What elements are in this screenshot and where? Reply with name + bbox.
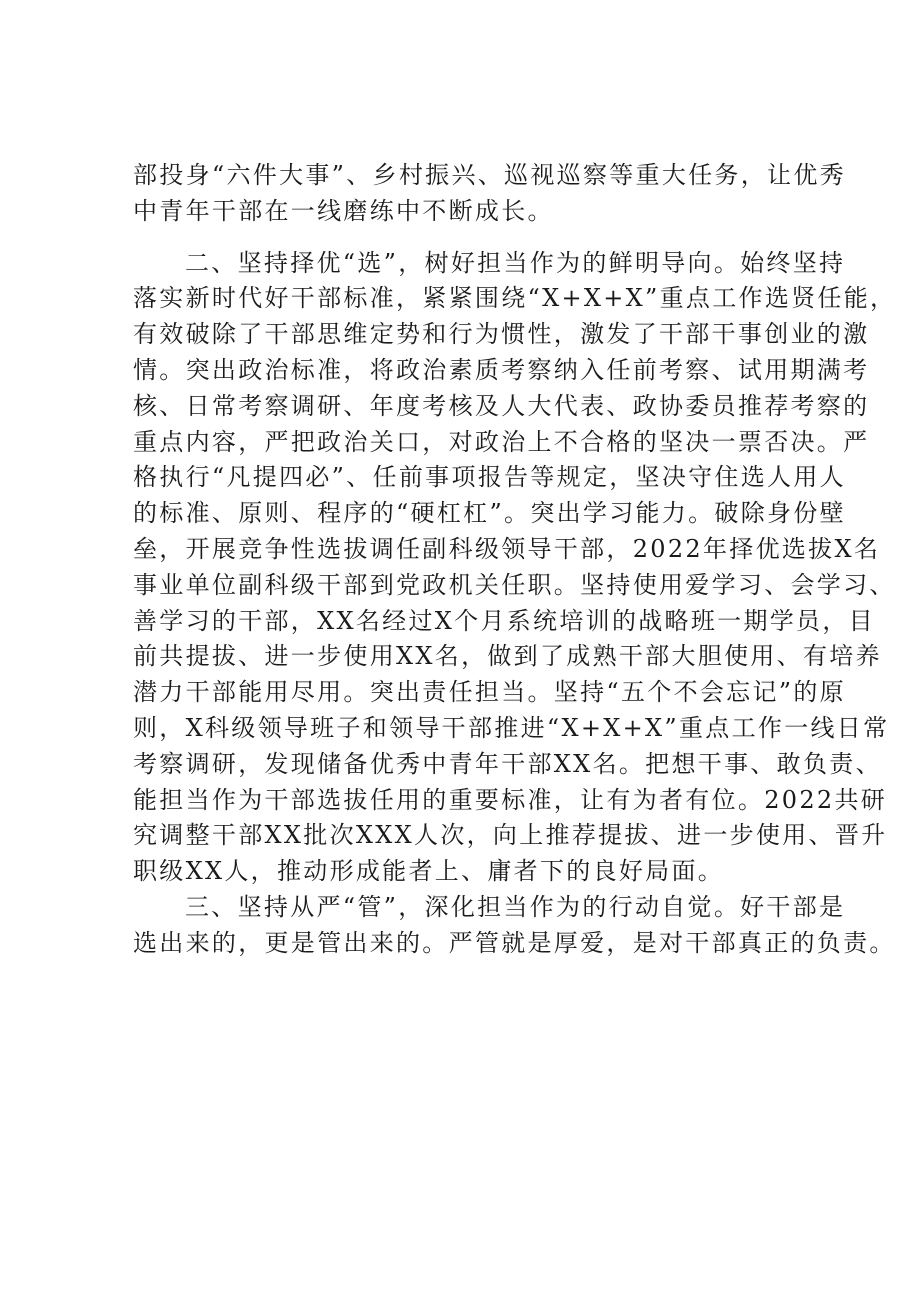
paragraph-spacing	[133, 230, 797, 246]
text-line: 选出来的，更是管出来的。严管就是厚爱，是对干部真正的负责。	[133, 928, 896, 957]
paragraph-section-two	[133, 246, 897, 890]
paragraph-continuation	[133, 158, 846, 230]
text-line: 则，X科级领导班子和领导干部推进“X+X+X”重点工作一线日常	[133, 713, 890, 742]
text-line: 职级XX人，推动形成能者上、庸者下的良好局面。	[133, 857, 725, 886]
text-line: 事业单位副科级干部到党政机关任职。坚持使用爱学习、会学习、	[133, 570, 896, 599]
text-line: 善学习的干部，XX名经过X个月系统培训的战略班一期学员，目	[133, 606, 875, 635]
text-line: 三、坚持从严“管”，深化担当作为的行动自觉。好干部是	[185, 892, 846, 921]
text-line: 中青年干部在一线磨练中不断成长。	[133, 196, 554, 225]
text-line: 的标准、原则、程序的“硬杠杠”。突出学习能力。破除身份壁	[133, 499, 846, 528]
text-line: 潜力干部能用尽用。突出责任担当。坚持“五个不会忘记”的原	[133, 678, 846, 707]
text-line: 格执行“凡提四必”、任前事项报告等规定，坚决守住选人用人	[133, 463, 846, 492]
text-line: 落实新时代好干部标准，紧紧围绕“X+X+X”重点工作选贤任能，	[133, 284, 897, 313]
text-line: 二、坚持择优“选”，树好担当作为的鲜明导向。始终坚持	[185, 248, 846, 277]
paragraph-section-three	[133, 890, 896, 962]
text-line: 究调整干部XX批次XXX人次，向上推荐提拔、进一步使用、晋升	[133, 821, 888, 850]
text-line: 能担当作为干部选拔任用的重要标准，让有为者有位。2022共研	[133, 785, 888, 814]
text-line: 垒，开展竞争性选拔调任副科级领导干部，2022年择优选拔X名	[133, 534, 881, 563]
text-line: 重点内容，严把政治关口，对政治上不合格的坚决一票否决。严	[133, 427, 870, 456]
text-line: 部投身“六件大事”、乡村振兴、巡视巡察等重大任务，让优秀	[133, 161, 846, 189]
text-line: 核、日常考察调研、年度考核及人大代表、政协委员推荐考察的	[133, 391, 870, 420]
text-line: 情。突出政治标准，将政治素质考察纳入任前考察、试用期满考	[133, 355, 870, 384]
text-line: 有效破除了干部思维定势和行为惯性，激发了干部干事创业的激	[133, 320, 870, 349]
text-line: 前共提拔、进一步使用XX名，做到了成熟干部大胆使用、有培养	[133, 642, 882, 671]
document-body	[133, 158, 897, 962]
text-line: 考察调研，发现储备优秀中青年干部XX名。把想干事、敢负责、	[133, 749, 882, 778]
